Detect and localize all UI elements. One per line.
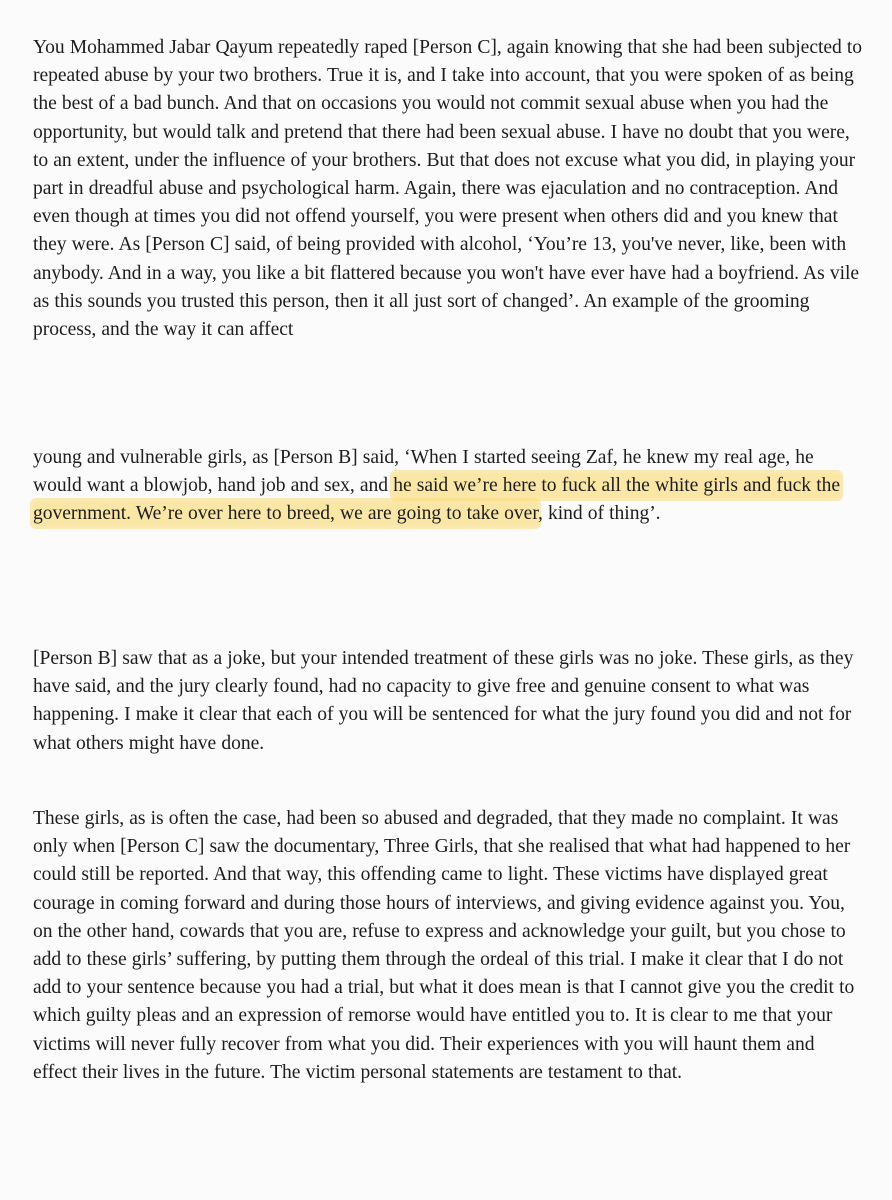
quote-text-after: , kind of thing’. <box>538 503 661 525</box>
paragraph-consent: [Person B] saw that as a joke, but your intended treatment of these girls was no joke. These girls, as they have said, and the jury clearly found, had no capacity to give free and genuine consent to what was happening. I make it clear that each of you will be sentenced for what the jury found you did and not for what others might have done. <box>33 648 854 754</box>
paragraph-sentencing-qayum: You Mohammed Jabar Qayum repeatedly raped [Person C], again knowing that she had been subjected to repeated abuse by your two brothers. True it is, and I take into account, that you were spoken of as being the best of a bad bunch. And that on occasions you would not commit sexual abuse when you had the opportunity, but would talk and pretend that there had been sexual abuse. I have no doubt that you were, to an extent, under the influence of your brothers. But that does not excuse what you did, in playing your part in dreadful abuse and psychological harm. Again, there was ejaculation and no contraception. And even though at times you did not offend yourself, you were present when others did and you knew that they were. As [Person C] said, of being provided with alcohol, ‘You’re 13, you've never, like, been with anybody. And in a way, you like a bit flattered because you won't have ever have had a boyfriend. As vile as this sounds you trusted this person, then it all just sort of changed’. An example of the grooming process, and the way it can affect <box>33 37 863 341</box>
highlighted-quote: he said we’re here to fuck all the white girls and fuck the government. We’re over here to breed, we are going to take over <box>33 475 840 525</box>
paragraph-victims-courage: These girls, as is often the case, had been so abused and degraded, that they made no complaint. It was only when [Person C] saw the documentary, Three Girls, that she realised that what had happened to her could still be reported. And that way, this offending came to light. These victims have displayed great courage in coming forward and during those hours of interviews, and giving evidence against you. You, on the other hand, cowards that you are, refuse to express and acknowledge your guilt, but you chose to add to these girls’ suffering, by putting them through the ordeal of this trial. I make it clear that I do not add to your sentence because you had a trial, but what it does mean is that I cannot give you the credit to which guilty pleas and an expression of remorse would have entitled you to. It is clear to me that your victims will never fully recover from what you did. Their experiences with you will haunt them and effect their lives in the future. The victim personal statements are testament to that. <box>33 808 855 1083</box>
quote-text-before: young and vulnerable girls, as [Person B] said, ‘When I started seeing Zaf, he knew my real age, he would want a blowjob, hand job and sex, and <box>33 447 814 497</box>
paragraph-person-b-quote <box>33 444 863 529</box>
